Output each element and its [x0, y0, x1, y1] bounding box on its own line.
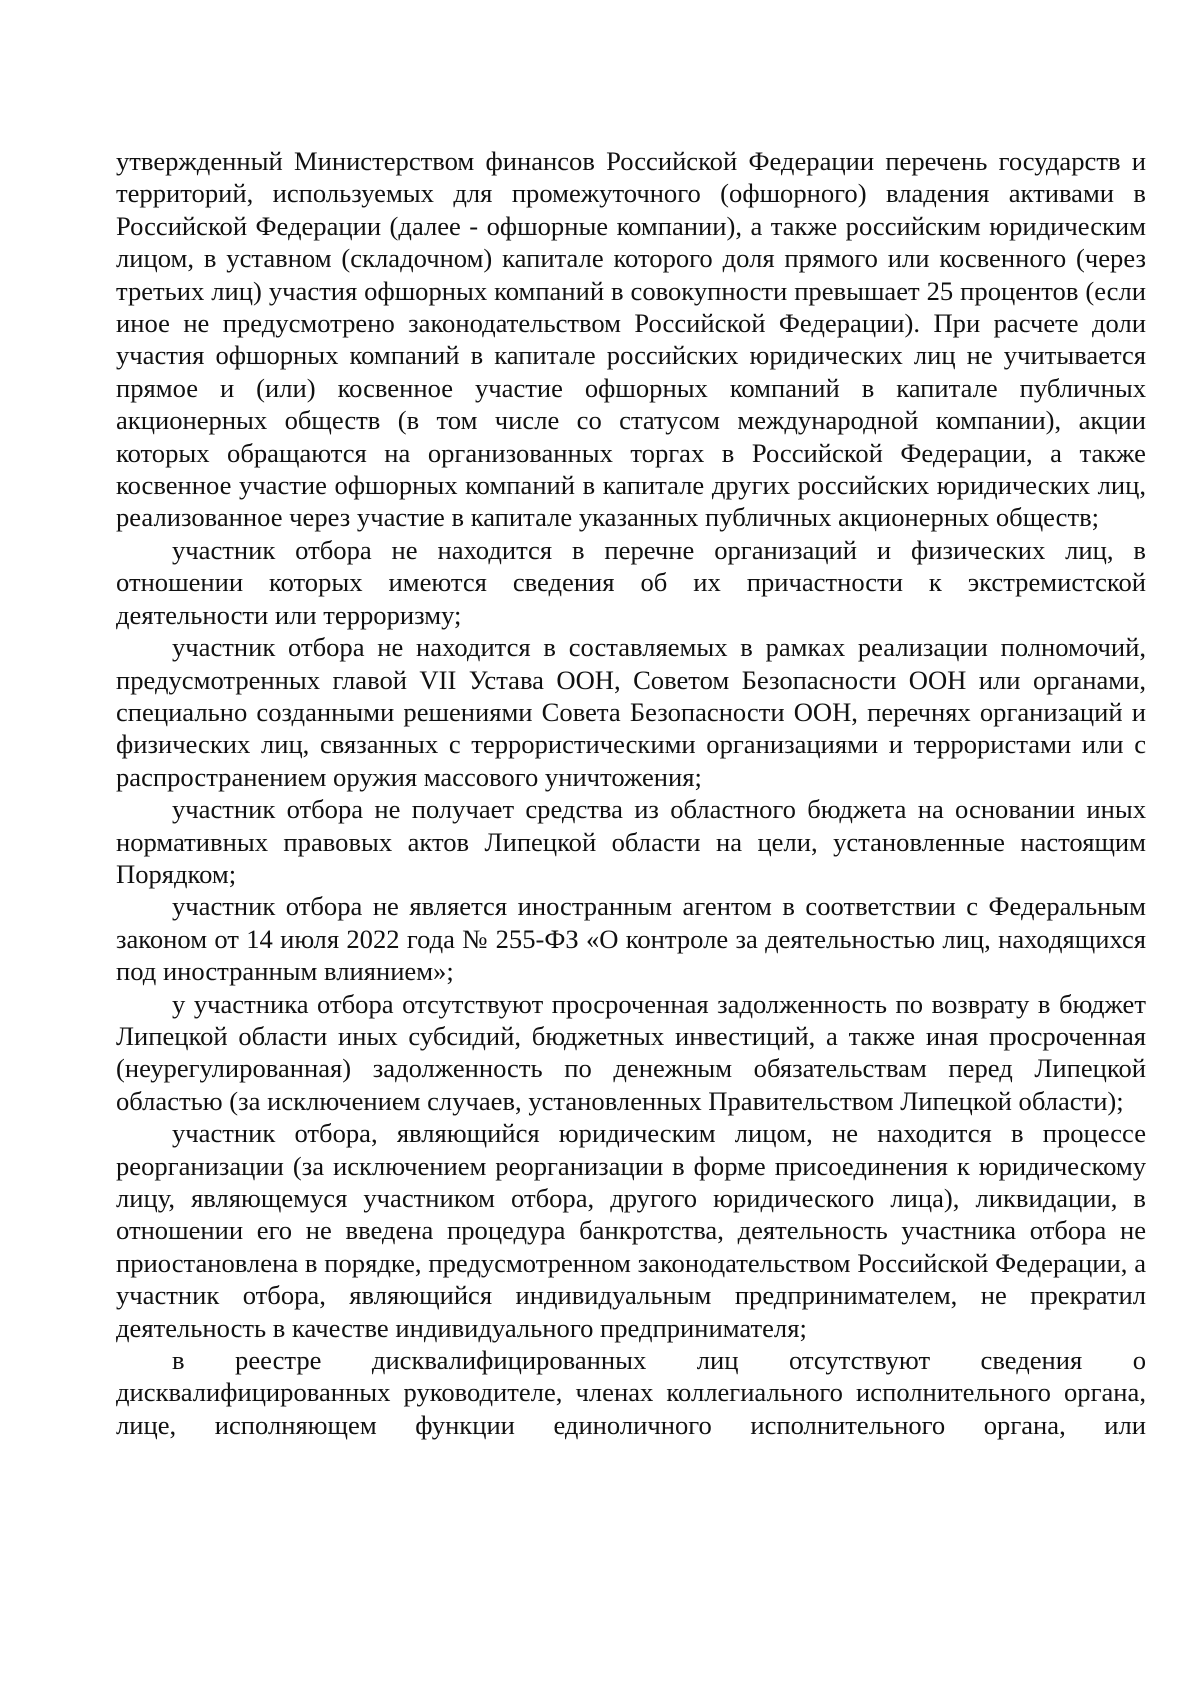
paragraph-regional-budget: участник отбора не получает средства из областного бюджета на основании иных нормативных правовых актов Липецкой области на цели, установленные настоящим Порядком; [116, 794, 1146, 889]
paragraph-disqualified-persons: в реестре дисквалифицированных лиц отсутствуют сведения о дисквалифицированных руководителе, членах коллегиального исполнительного органа, лице, исполняющем функции единоличного исполнительного органа, или [116, 1345, 1146, 1440]
paragraph-un-sanctions: участник отбора не находится в составляемых в рамках реализации полномочий, предусмотренных главой VII Устава ООН, Советом Безопасности ООН или органами, специально созданными решениями Совета Безопасности ООН, перечнях организаций и физических лиц, связанных с террористическими организациями и террористами или с распространением оружия массового уничтожения; [116, 632, 1146, 792]
document-body [116, 145, 1146, 1441]
paragraph-extremism-list: участник отбора не находится в перечне организаций и физических лиц, в отношении которых имеются сведения об их причастности к экстремистской деятельности или терроризму; [116, 534, 1146, 630]
paragraph-offshore-continuation: утвержденный Министерством финансов Российской Федерации перечень государств и территорий, используемых для промежуточного (офшорного) владения активами в Российской Федерации (далее - офшорные компании), а также российским юридическим лицом, в уставном (складочном) капитале которого доля прямого или косвенного (через третьих лиц) участия офшорных компаний в совокупности превышает 25 процентов (если иное не предусмотрено законодательством Российской Федерации). При расчете доли участия офшорных компаний в капитале российских юридических лиц не учитывается прямое и (или) косвенное участие офшорных компаний в капитале публичных акционерных обществ (в том числе со статусом международной компании), акции которых обращаются на организованных торгах в Российской Федерации, а также косвенное участие офшорных компаний в капитале других российских юридических лиц, реализованное через участие в капитале указанных публичных акционерных обществ; [116, 146, 1146, 533]
paragraph-reorganization: участник отбора, являющийся юридическим лицом, не находится в процессе реорганизации (за исключением реорганизации в форме присоединения к юридическому лицу, являющемуся участником отбора, другого юридического лица), ликвидации, в отношении его не введена процедура банкротства, деятельность участника отбора не приостановлена в порядке, предусмотренном законодательством Российской Федерации, а участник отбора, являющийся индивидуальным предпринимателем, не прекратил деятельность в качестве индивидуального предпринимателя; [116, 1118, 1146, 1343]
paragraph-overdue-debt: у участника отбора отсутствуют просроченная задолженность по возврату в бюджет Липецкой области иных субсидий, бюджетных инвестиций, а также иная просроченная (неурегулированная) задолженность по денежным обязательствам перед Липецкой областью (за исключением случаев, установленных Правительством Липецкой области); [116, 988, 1146, 1116]
paragraph-foreign-agent: участник отбора не является иностранным агентом в соответствии с Федеральным законом от 14 июля 2022 года № 255-ФЗ «О контроле за деятельностью лиц, находящихся под иностранным влиянием»; [116, 891, 1146, 987]
